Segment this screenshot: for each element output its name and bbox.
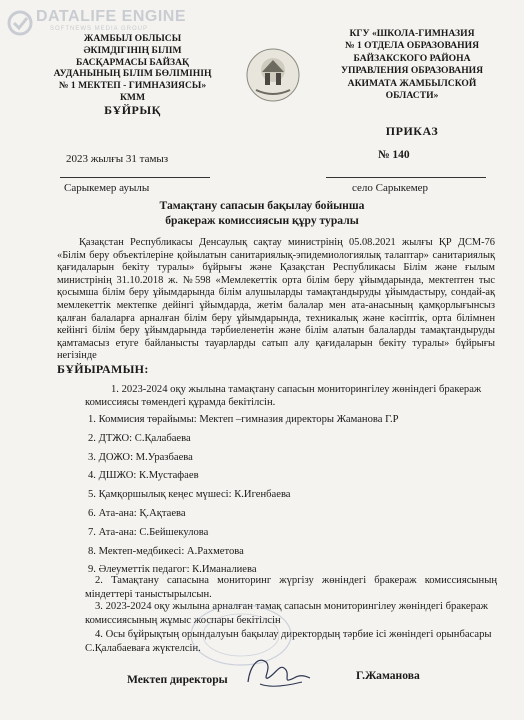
header-left	[40, 33, 225, 104]
list-item: 1. Коммисия төрайымы: Мектеп –гимназия директоры Жаманова Г.Р	[88, 414, 399, 425]
list-item: 4. ДШЖО: К.Мустафаев	[88, 470, 199, 482]
paragraph-1	[85, 383, 497, 409]
list-item: 3. ДОЖО: М.Уразбаева	[88, 451, 193, 463]
list-item: 5. Қамқоршылық кеңес мүшесі: К.Игенбаева	[88, 489, 291, 501]
list-item: 8. Мектеп-медбикесі: А.Рахметова	[88, 545, 244, 557]
header-right-line: АКИМАТА ЖАМБЫЛСКОЙ	[347, 77, 477, 89]
school-emblem-icon	[244, 46, 302, 104]
preamble-text: Қазақстан Республикасы Денсаулық сақтау министрінің 05.08.2021 жылғы ҚР ДСМ-76 «Білім беру объектілеріне қойылатын санитариялық-эпидемиологиялық талаптар» санитариялық қағидаларын бекіту туралы» бұйрығы және Қазақстан Республикасы Білім және ғылым министрінің 31.10.2018 ж. №598 «Мемлекеттік орта білім беру ұйымдарында, мектептен тыс қосымша білім беру ұйымдарында білім алушыларды тамақтандыруды ұйымдастыру, сондай-ақ мемлекеттік мектепке дейінгі ұйымдарда, жетім балалар мен ата-анасының қамқорлығынсыз қалған балаларға арналған білім беру ұйымдарында, техникалық және кәсіптік, орта білімнен кейінгі білім беру ұйымдарында тәрбиеленетін және білім алатын балаларды тамақтандыруды қамтамасыз етуге байланысты тауарларды сатып алу қағидаларын бекіту туралы» бұйрығы негізінде	[57, 237, 495, 362]
place-kazakh: Сарыкемер ауылы	[64, 182, 150, 194]
order-word: БҰЙЫРАМЫН:	[57, 362, 149, 376]
list-item: 6. Ата-ана: Қ.Ақтаева	[88, 507, 186, 519]
signature-name: Г.Жаманова	[356, 669, 420, 682]
member-list	[88, 411, 478, 580]
paragraph-3-text: 3. 2023-2024 оқу жылына арналған тамақ сапасын мониторингілеу жөніндегі бракераж комиссиясының жұмыс жоспары бекітілсін	[85, 601, 488, 626]
doc-type-kazakh: БҰЙРЫҚ	[104, 103, 161, 117]
title-line: бракераж комиссиясын құру туралы	[165, 214, 359, 227]
doc-type-russian: ПРИКАЗ	[385, 124, 439, 138]
header-left-line: КММ	[119, 91, 146, 103]
list-item: 7. Ата-ана: С.Бейшекулова	[88, 526, 209, 538]
paragraph-1-text: 1. 2023-2024 оқу жылына тамақтану сапасын мониторингілеу жөніндегі бракераж комиссиясы төмендегі құрамда бекітілсін.	[85, 384, 482, 408]
paragraph-4-text: 4. Осы бұйрықтың орындалуын бақылау директордың тәрбие ісі жөніндегі орынбасары С.Қалабаеваға жүктелсін.	[85, 629, 492, 654]
preamble	[57, 237, 495, 363]
paragraph-2-text: 2. Тамақтану сапасына мониторинг жүргізу жөніндегі бракераж комиссиясының міндеттері таныстырылсын.	[85, 575, 497, 600]
watermark-text: DATALIFE ENGINE	[36, 8, 187, 25]
divider-line	[60, 177, 210, 178]
watermark-subtext: SOFTNEWS MEDIA GROUP	[50, 26, 149, 32]
signature-scribble-icon	[210, 648, 330, 698]
document-title	[100, 198, 424, 228]
header-right-line: № 1 ОТДЕЛА ОБРАЗОВАНИЯ	[344, 40, 480, 52]
header-right	[312, 28, 512, 102]
order-number: № 140	[378, 149, 410, 161]
order-date: 2023 жылғы 31 тамыз	[66, 153, 169, 165]
header-left-line: № 1 МЕКТЕП - ГИМНАЗИЯСЫ»	[58, 80, 207, 92]
header-left-line: ӘКІМДІГІНІҢ БІЛІМ	[83, 44, 182, 56]
place-russian: село Сарыкемер	[352, 182, 429, 194]
title-line: Тамақтану сапасын бақылау бойынша	[159, 199, 365, 212]
signature-role: Мектеп директоры	[127, 673, 228, 686]
header-right-line: КГУ «ШКОЛА-ГИМНАЗИЯ	[349, 28, 475, 39]
divider-line	[326, 177, 486, 178]
list-item: 2. ДТЖО: С.Қалабаева	[88, 432, 191, 444]
header-left-line: БАСҚАРМАСЫ БАЙЗАҚ	[76, 56, 189, 68]
header-right-line: УПРАВЛЕНИЯ ОБРАЗОВАНИЯ	[340, 65, 484, 77]
header-left-line: ЖАМБЫЛ ОБЛЫСЫ	[83, 33, 182, 44]
header-right-line: БАЙЗАКСКОГО РАЙОНА	[353, 52, 471, 64]
header-left-line: АУДАНЫНЫҢ БІЛІМ БӨЛІМІНІҢ	[53, 68, 212, 80]
list-item: 9. Әлеуметтік педагог: К.Иманалиева	[88, 564, 257, 576]
paragraph-2	[85, 574, 497, 601]
header-right-line: ОБЛАСТИ»	[385, 90, 439, 102]
